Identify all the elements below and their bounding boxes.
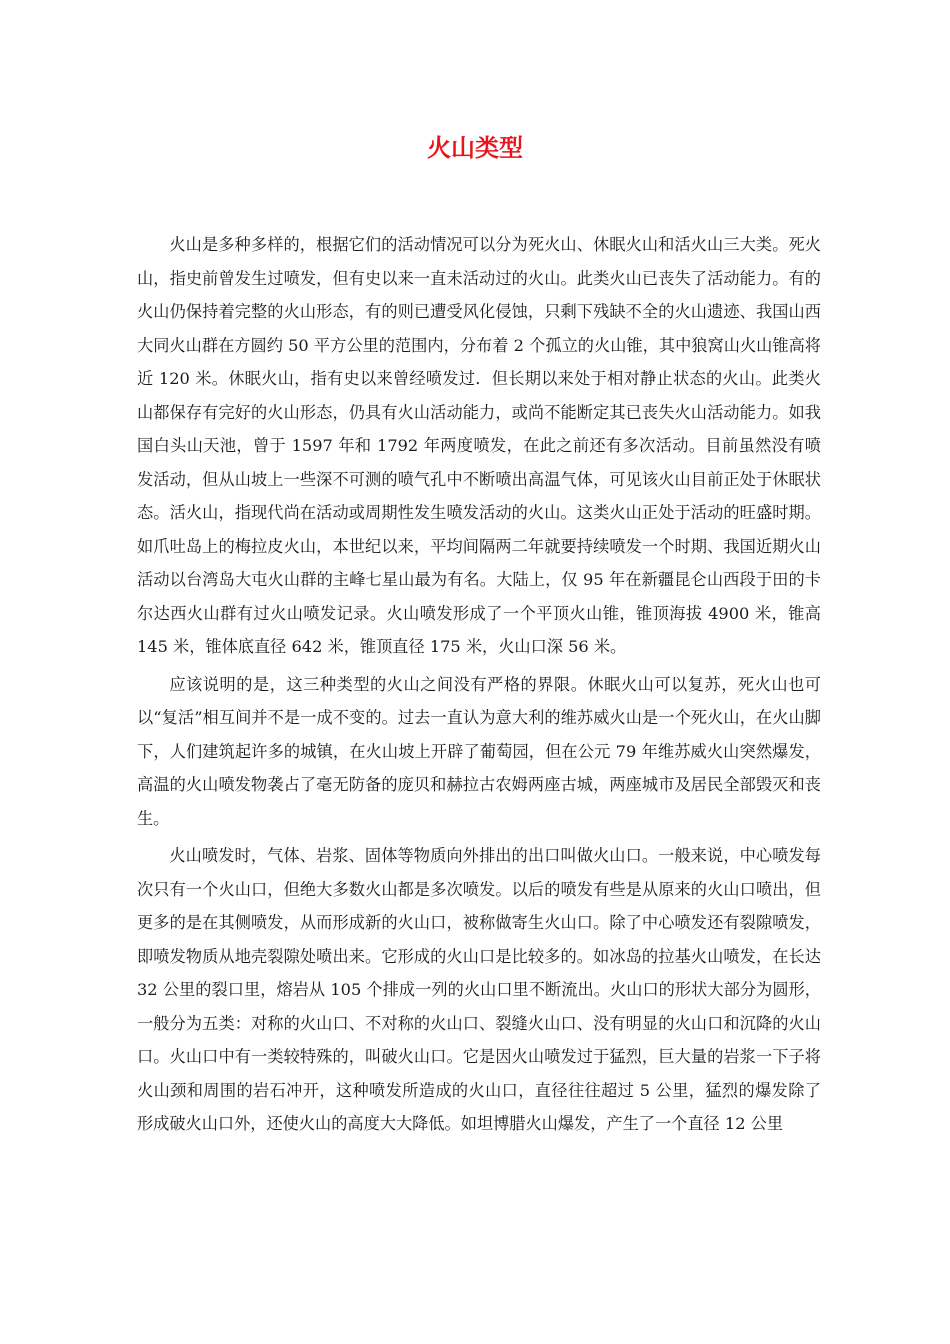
document-title: 火山类型 <box>427 134 523 162</box>
paragraph-1: 火山是多种多样的，根据它们的活动情况可以分为死火山、休眠火山和活火山三大类。死火山，指史前曾发生过喷发，但有史以来一直未活动过的火山。此类火山已丧失了活动能力。有的火山仍保持着完整的火山形态，有的则已遭受风化侵蚀，只剩下残缺不全的火山遗迹、我国山西大同火山群在方圆约 50 平方公里的范围内，分布着 2 个孤立的火山锥，其中狼窝山火山锥高将近 120 米。休眠火山，指有史以来曾经喷发过．但长期以来处于相对静止状态的火山。此类火山都保存有完好的火山形态，仍具有火山活动能力，或尚不能断定其已丧失火山活动能力。如我国白头山天池，曾于 1597 年和 1792 年两度喷发，在此之前还有多次活动。目前虽然没有喷发活动，但从山坡上一些深不可测的喷气孔中不断喷出高温气体，可见该火山目前正处于休眠状态。活火山，指现代尚在活动或周期性发生喷发活动的火山。这类火山正处于活动的旺盛时期。如爪吐岛上的梅拉皮火山，本世纪以来，平均间隔两二年就要持续喷发一个时期、我国近期火山活动以台湾岛大屯火山群的主峰七星山最为有名。大陆上，仅 95 年在新疆昆仑山西段于田的卡尔达西火山群有过火山喷发记录。火山喷发形成了一个平顶火山锥，锥顶海拔 4900 米，锥高 145 米，锥体底直径 642 米，锥顶直径 175 米，火山口深 56 米。 <box>137 235 821 656</box>
paragraph-3: 火山喷发时，气体、岩浆、固体等物质向外排出的出口叫做火山口。一般来说，中心喷发每次只有一个火山口，但绝大多数火山都是多次喷发。以后的喷发有些是从原来的火山口喷出，但更多的是在其侧喷发，从而形成新的火山口，被称做寄生火山口。除了中心喷发还有裂隙喷发，即喷发物质从地壳裂隙处喷出来。它形成的火山口是比较多的。如冰岛的拉基火山喷发，在长达 32 公里的裂口里，熔岩从 105 个排成一列的火山口里不断流出。火山口的形状大部分为圆形，一般分为五类：对称的火山口、不对称的火山口、裂缝火山口、没有明显的火山口和沉降的火山口。火山口中有一类较特殊的，叫破火山口。它是因火山喷发过于猛烈，巨大量的岩浆一下子将火山颈和周围的岩石冲开，这种喷发所造成的火山口，直径往往超过 5 公里，猛烈的爆发除了形成破火山口外，还使火山的高度大大降低。如坦博腊火山爆发，产生了一个直径 12 公里 <box>137 846 821 1133</box>
document-body <box>137 228 821 1145</box>
paragraph-2: 应该说明的是，这三种类型的火山之间没有严格的界限。休眠火山可以复苏，死火山也可以“复活”相互间并不是一成不变的。过去一直认为意大利的维苏威火山是一个死火山，在火山脚下，人们建筑起许多的城镇，在火山坡上开辟了葡萄园，但在公元 79 年维苏威火山突然爆发，高温的火山喷发物袭占了毫无防备的庞贝和赫拉古农姆两座古城，两座城市及居民全部毁灭和丧生。 <box>137 674 821 828</box>
